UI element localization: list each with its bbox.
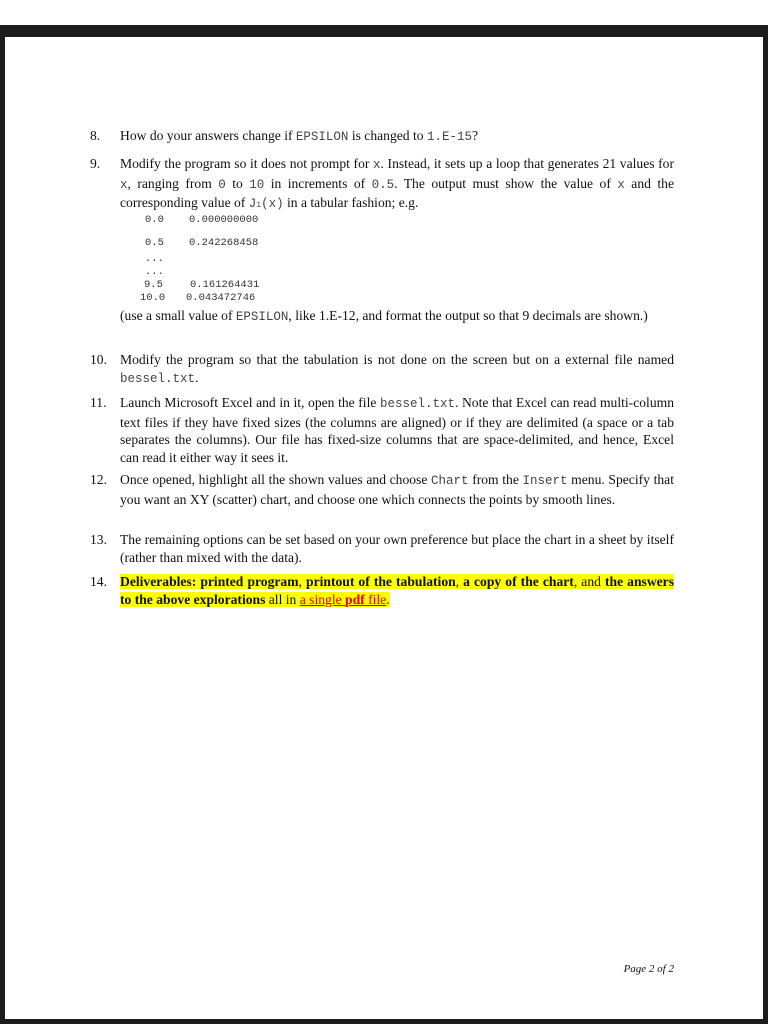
table-row: ...: [145, 266, 164, 278]
deliverables-text: Deliverables: printed program, printout of the tabulation, a copy of the chart, and the answers to the above explorations all in a single pdf file.: [120, 574, 674, 607]
item-text: How do your answers change if EPSILON is changed to 1.E-15?: [120, 128, 479, 144]
table-row: 9.5 0.161264431: [144, 279, 260, 291]
pdf-file-highlight: a single pdf file: [299, 591, 387, 607]
table-row: 0.0 0.000000000: [145, 214, 259, 226]
viewer-top-border: [0, 25, 768, 37]
item-number: 10.: [90, 352, 107, 367]
item-number: 11.: [90, 395, 107, 410]
viewer-right-border: [763, 25, 768, 1024]
viewer-bottom-border: [0, 1019, 768, 1024]
table-row: 10.0 0.043472746: [140, 292, 256, 304]
item-number: 8.: [90, 128, 101, 143]
item-text: Once opened, highlight all the shown values and choose Chart from the Insert menu. Specify that you want an XY (scatter) chart, and choose one which connects the points by smooth lines.: [120, 472, 674, 507]
item-number: 14.: [90, 574, 107, 589]
item-text: The remaining options can be set based on your own preference but place the chart in a sheet by itself (rather than mixed with the data).: [120, 532, 674, 565]
example-table: [140, 214, 260, 305]
page-number: Page 2 of 2: [623, 963, 674, 975]
item-text: Launch Microsoft Excel and in it, open the file bessel.txt. Note that Excel can read multi-column text files if they have fixed sizes (the columns are aligned) or if they are delimited (a space or a tab separates the columns). Our file has fixed-size columns that are space-delimited, and hence, Excel can read it either way it sees it.: [120, 395, 674, 465]
item-text: Modify the program so it does not prompt for x. Instead, it sets up a loop that generates 21 values for x, ranging from 0 to 10 in increments of 0.5. The output must show the value of x and the corresponding value of J1(x) in a tabular fashion; e.g.: [120, 156, 674, 211]
table-row: ...: [145, 253, 164, 265]
item-number: 9.: [90, 156, 101, 171]
item-text: Modify the program so that the tabulation is not done on the screen but on a external file named bessel.txt.: [120, 352, 674, 386]
item-number: 13.: [90, 532, 107, 547]
table-row: 0.5 0.242268458: [145, 237, 259, 249]
item-number: 12.: [90, 472, 107, 487]
